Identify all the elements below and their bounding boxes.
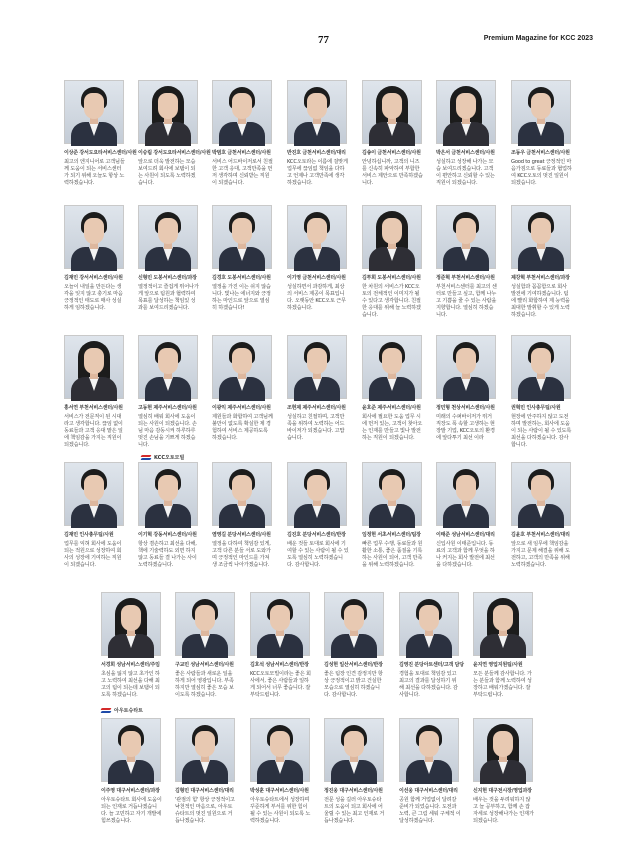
employee-message: 배운 것들 토대로 회사에 기여할 수 있는 사람이 될 수 있도록 열심히 노력하겠습니다. 감사합니다. xyxy=(287,541,349,568)
employee-card xyxy=(399,592,464,699)
employee-card xyxy=(212,462,274,569)
employee-photo xyxy=(399,592,459,656)
employee-message: KCC오토모빌이라는 좋은 회사에서, 좋은 사람들과 일하게 되어서 너무 좋습니다. 잘 부탁드립니다. xyxy=(250,671,311,698)
employee-card xyxy=(287,462,349,569)
employee-card xyxy=(362,462,424,569)
employee-message: 오늘이 내일을 만든다는 생각을 잊지 않고 충기로 마음 긍정적인 태도로 매사 성실하게 임하겠습니다. xyxy=(64,284,123,311)
section-label-text: KCC오토모빌 xyxy=(154,455,185,461)
employee-card xyxy=(175,718,237,825)
employee-card xyxy=(287,80,349,187)
employee-name: 김형민 대구서비스센터/대리 xyxy=(175,788,234,794)
employee-name: 신지현 대구전시장/영업과장 xyxy=(473,788,532,794)
employee-message: 열정을 다하여 책임감 있게, 고객 다른 분들 서로 도와가며 긍정적인 마인드를 가져 생 조금씩 나아가겠습니다. xyxy=(212,541,271,568)
employee-message: 한 차원의 서비스가 KCC오토의 전체적인 이미지가 될 수 있다고 생각합니다. 친절한 응대를 위해 늘 노력하겠습니다. xyxy=(362,284,421,318)
employee-message: 신입사원 이태준입니다. 동료의 고객과 함께 무엇을 하나 커지는 회사 발전에 최선을 다하겠습니다. xyxy=(436,541,495,568)
employee-name: 홍서연 부천서비스센터/사원 xyxy=(64,405,123,411)
employee-name: 이태준 성남서비스센터/대리 xyxy=(436,532,495,538)
employee-message: 최고의 엔지니어로 고객님들께 도움이 되는 서비스센터가 되기 위해 오늘도 항상 노력하겠습니다. xyxy=(64,159,125,186)
employee-photo xyxy=(64,205,124,269)
employee-name: 김재민 인사총무팀/사원 xyxy=(64,532,114,538)
employee-message: 전문 성을 길러 아우토슈타트의 도움이 되고 회사에 어울릴 수 있는 최고 인재로 거듭나겠습니다. xyxy=(324,797,385,824)
employee-photo xyxy=(362,462,422,526)
employee-photo xyxy=(138,335,198,399)
employee-card xyxy=(101,718,163,825)
employee-photo xyxy=(138,462,198,526)
employee-message: 성실하면서 과감하게, 최상의 서비스 제공이 목표입니다. 오랫동안 KCC오토 근무하겠습니다. xyxy=(287,284,346,311)
employee-message: 아우토슈타트에서 성장하며 꾸준하게 부서를 위한 힘이 될 수 있는 사원이 되도록 노력하겠습니다. xyxy=(250,797,311,824)
employee-card xyxy=(511,462,573,569)
employee-name: 권혁민 인사총무팀/사원 xyxy=(511,405,561,411)
employee-message: 성실함과 꼼꼼함으로 회사 발전에 기여하겠습니다. 팀에 빨리 화합하여 제 능력을 최대한 발휘할 수 있게 노력하겠습니다. xyxy=(511,284,570,318)
employee-photo xyxy=(212,335,272,399)
employee-message: KCC오토라는 이름에 걸맞게 업무에 끊임없 책임을 다하고 언제나 고객만족에 생각하겠습니다. xyxy=(287,159,348,186)
employee-card xyxy=(362,205,424,319)
employee-photo xyxy=(250,718,310,782)
employee-message: 부천서비스센터를 최고의 센터로 만들고 싶고, 함께 나누고 기쁨을 줄 수 있는 사람을 지향합니다. 열심히 하겠습니다. xyxy=(436,284,497,318)
employee-photo xyxy=(212,205,272,269)
employee-photo xyxy=(287,205,347,269)
employee-message: 경험을 토대로 책임감 있고 최고의 결과를 달성하기 위해 최선을 다하겠습니다. 감사합니다. xyxy=(399,671,458,698)
employee-card xyxy=(287,335,349,442)
employee-name: 고동현 제주서비스센터/사원 xyxy=(138,405,197,411)
employee-photo xyxy=(101,592,161,656)
employee-photo xyxy=(175,592,235,656)
employee-photo xyxy=(324,592,384,656)
employee-photo xyxy=(436,80,496,144)
employee-name: 신형민 도봉서비스센터/과장 xyxy=(138,275,197,281)
section-label-text: 아우토슈타트 xyxy=(114,708,143,714)
employee-message: Good to great 긍정적인 마음가짐으로 동료들과 협업하여 KCC오토의 멋진 일원이 되겠습니다. xyxy=(511,159,572,186)
employee-photo xyxy=(399,718,459,782)
employee-name: 정준혁 부천서비스센터/사원 xyxy=(436,275,495,281)
employee-name: 윤지연 영업지원팀/사원 xyxy=(473,662,523,668)
employee-card xyxy=(101,592,163,699)
employee-message: 빠른 업무 수행, 동료들과 원활한 소통, 좋은 품질을 기록하는 사원이 되어, 고객 만족을 위해 노력하겠습니다. xyxy=(362,541,423,568)
magazine-title: Premium Magazine for KCC 2023 xyxy=(483,35,593,42)
employee-card xyxy=(511,80,573,187)
employee-photo xyxy=(473,718,533,782)
employee-message: 미래의 수퍼바이저가 뛰거 직장도 폭 속할 고생하는 현장발 기업, KCC오토의 환경에 앞다투기 최선 이라 xyxy=(436,414,495,441)
employee-card xyxy=(138,205,200,312)
employee-name: 염영길 분당서비스센터/사원 xyxy=(212,532,271,538)
employee-photo xyxy=(473,592,533,656)
employee-name: 김호석 성남서비스센터/반장 xyxy=(250,662,309,668)
employee-photo xyxy=(287,335,347,399)
employee-photo xyxy=(212,80,272,144)
employee-card xyxy=(212,205,274,312)
employee-name: 정민형 천상서비스센터/사원 xyxy=(436,405,495,411)
employee-message: 회사에 필요한 도움 업무 시에 먼저 있는, 고객이 찾아오는 인재를 만들고 빛나 발전하는 직원이 되겠습니다. xyxy=(362,414,423,441)
employee-card xyxy=(324,592,386,699)
employee-name: 서경희 성남서비스센터/주임 xyxy=(101,662,160,668)
employee-photo xyxy=(511,80,571,144)
employee-name: 김영진 분당아트센터/고객 담당 xyxy=(399,662,464,668)
employee-photo xyxy=(511,462,571,526)
employee-photo xyxy=(324,718,384,782)
employee-name: 임정현 서초서비스센터/팀장 xyxy=(362,532,421,538)
employee-photo xyxy=(436,205,496,269)
employee-message: 좋은 팀장 인견 감정지만 항상 긍정적이고 밝고 건실한 모습으로 열심히 하겠습니다. 감사합니다. xyxy=(324,671,383,698)
employee-card xyxy=(362,335,424,442)
page-number: 77 xyxy=(318,34,329,46)
employee-message: 모든 분들께 감사합니다. 가는 분들과 함께 노력하여 성장하고 배워가겠습니다. 잘 부탁드립니다. xyxy=(473,671,532,698)
employee-message: 성실하고 친절하며, 고객만족을 위하여 노력하는 어드바이저가 되겠습니다. 고맙습니다. xyxy=(287,414,345,441)
employee-message: 현장에 안주하지 않고 도전하며 발전하는, 회사에 도움이 되는 사람이 될 수 있도록 최선을 다하겠습니다. 감사합니다. xyxy=(511,414,572,448)
employee-photo xyxy=(64,462,124,526)
employee-name: 김재민 강서서비스센터/사원 xyxy=(64,275,123,281)
employee-message: 제원들과 화합하여 고객님께 불만이 없도록 확실한 제 경험하여 서비스 제공하도록 하겠습니다. xyxy=(212,414,273,441)
employee-card xyxy=(64,205,126,312)
employee-name: 제강혁 부천서비스센터/과장 xyxy=(511,275,570,281)
employee-message: 좋은 사람들과 새로운 일을 하게 되어 영광입니다. 부족하지만 열심히 좋은 모습 보이도록 하겠습니다. xyxy=(175,671,234,698)
employee-photo xyxy=(362,335,422,399)
employee-name: 이승림 강서도요타서비스센터/사원 xyxy=(138,150,211,156)
employee-message: 업무를 익혀 회사에 도움이 되는 적원으로 성장하여 회사의 성장에 기여하는 직원이 되겠습니다. xyxy=(64,541,122,568)
employee-name: 이기영 금천서비스센터/사원 xyxy=(287,275,346,281)
employee-card xyxy=(473,718,535,825)
employee-message: 성실하고 성장해 나가는 모습 보여드리겠습니다. 고객이 편안하고 신뢰할 수 있는 직원이 되겠습니다. xyxy=(436,159,495,186)
employee-message: 배우는 것을 두려워하지 않고 늘 공부하고, 함께 손 잡 자세로 성장해나가는 인재가 되겠습니다. xyxy=(473,797,534,824)
employee-message: 열심히 배워 회사에 도움이 되는 사원이 되겠습니다. 손님 마음 감동시켜 하루하루 멋진 손님을 기쁘게 하겠습니다. xyxy=(138,414,197,448)
employee-card xyxy=(324,718,386,825)
employee-photo xyxy=(64,335,124,399)
employee-photo xyxy=(175,718,235,782)
employee-name: 김투희 도봉서비스센터/사원 xyxy=(362,275,421,281)
brand-logo-icon xyxy=(141,455,151,461)
employee-photo xyxy=(212,462,272,526)
employee-photo xyxy=(436,335,496,399)
employee-card xyxy=(399,718,461,825)
employee-photo xyxy=(138,205,198,269)
employee-photo xyxy=(287,80,347,144)
employee-name: 김성현 일산서비스센터/반장 xyxy=(324,662,383,668)
employee-name: 이선웅 대구서비스센터/대리 xyxy=(399,788,458,794)
section-label xyxy=(141,454,184,461)
employee-photo xyxy=(138,80,198,144)
employee-card xyxy=(436,462,498,569)
employee-message: 안녕하십니까, 고객의 니즈를 신속히 파악하여 부합한 서비스 제안으로 만족하겠습니다. xyxy=(362,159,423,186)
brand-logo-icon xyxy=(101,708,111,714)
employee-message: 공원 함께 거업없이 달려갈 준비가 되었습니다. 도전과 노력, 큰 그림 세워 구체적 이 달성하겠습니다. xyxy=(399,797,461,824)
employee-name: 박성훈 대구서비스센터/사원 xyxy=(250,788,309,794)
employee-card xyxy=(250,718,312,825)
employee-message: 앞으로 새 임무에 책임감을 가지고 문제 해결을 위해 도전하고, 고객의 만족을 위해 노력하겠습니다. xyxy=(511,541,570,568)
employee-photo xyxy=(511,335,571,399)
employee-message: 앞으로 더욱 발전하는 모습 보여드려 회사에 보탬이 되는 사원이 되도록 노력하겠습니다. xyxy=(138,159,196,186)
employee-name: 박범호 금천서비스센터/사원 xyxy=(212,150,271,156)
employee-photo xyxy=(362,80,422,144)
employee-message: 열정을 가진 이는 쉬지 않습니다. 빛나는 에너지와 긍정하는 마인드로 앞으로 열심히 하겠습니다! xyxy=(212,284,271,311)
employee-card xyxy=(64,335,126,449)
employee-card xyxy=(138,462,200,569)
employee-card xyxy=(138,80,211,187)
employee-card xyxy=(473,592,535,699)
employee-photo xyxy=(101,718,161,782)
employee-name: 정진웅 대구서비스센터/사원 xyxy=(324,788,383,794)
employee-card xyxy=(64,80,137,187)
employee-message: 아우토슈타트 회사에 도움이 되는 인재로 거듭나겠습니다. 늘 고민하고 자기 개발에 힘쓰겠습니다. xyxy=(101,797,162,824)
employee-card xyxy=(287,205,349,312)
employee-message: 서비스가 전문직이 된 시대라고 생각합니다. 끊임 없이 동료들과 고객 응대 맡은 일에 책임감을 가지는 직원이 되겠습니다. xyxy=(64,414,123,448)
employee-name: 구교민 성남서비스센터/사원 xyxy=(175,662,234,668)
employee-card xyxy=(511,205,573,319)
employee-photo xyxy=(511,205,571,269)
employee-message: '관점의 힘' 항상 긍정적이고 낙천적인 마음으로, 아우토슈타트의 멋진 일원으로 거듭나겠습니다. xyxy=(175,797,235,824)
employee-card xyxy=(64,462,126,569)
employee-name: 김윤호 부천서비스센터/대리 xyxy=(511,532,570,538)
employee-name: 조현제 제주서비스센터/사원 xyxy=(287,405,346,411)
employee-name: 박은서 금천서비스센터/사원 xyxy=(436,150,495,156)
employee-name: 조동우 금천서비스센터/사원 xyxy=(511,150,570,156)
employee-photo xyxy=(64,80,124,144)
employee-message: 서비스 어드바이저로서 친절한 고객 응대, 고객만족을 먼저 생각하며 신뢰받는 직원이 되겠습니다. xyxy=(212,159,273,186)
employee-name: 이기혁 강동서비스센터/사원 xyxy=(138,532,197,538)
employee-name: 김송이 금천서비스센터/사원 xyxy=(362,150,421,156)
employee-card xyxy=(212,335,274,442)
employee-card xyxy=(436,205,498,319)
employee-photo xyxy=(287,462,347,526)
employee-name: 이상준 강서도요타서비스센터/사원 xyxy=(64,150,137,156)
employee-name: 윤호준 제주서비스센터/사원 xyxy=(362,405,421,411)
employee-name: 김진호 분당서비스센터/반장 xyxy=(287,532,346,538)
employee-message: 항상 겸손하고 최선을 다해, 책에 기술력하도 외면 하지 않고 동료들 결 나가는 사이 노력하겠습니다. xyxy=(138,541,197,568)
employee-name: 반진호 금천서비스센터/대리 xyxy=(287,150,346,156)
employee-photo xyxy=(362,205,422,269)
employee-photo xyxy=(250,592,310,656)
employee-card xyxy=(511,335,573,449)
employee-card xyxy=(250,592,312,699)
employee-card xyxy=(436,80,498,187)
employee-card xyxy=(175,592,237,699)
employee-card xyxy=(138,335,200,449)
employee-message: 초심을 잃지 않고 초가인 하고 노력하여 최선을 다해 최고의 팀이 되는데 보탬이 되도록 하겠습니다. xyxy=(101,671,160,698)
employee-photo xyxy=(436,462,496,526)
employee-card xyxy=(362,80,424,187)
employee-message: 열정적이고 즐겁게 뛰어나가게 앞으로 팀원과 협력하여 목표를 달성하는 책임있 성과를 보여드리겠습니다. xyxy=(138,284,199,311)
employee-name: 김경호 도봉서비스센터/사원 xyxy=(212,275,271,281)
employee-card xyxy=(436,335,498,442)
employee-card xyxy=(212,80,274,187)
section-label xyxy=(101,707,143,714)
employee-name: 이주영 대구서비스센터/과장 xyxy=(101,788,160,794)
employee-name: 이광익 제주서비스센터/사원 xyxy=(212,405,271,411)
